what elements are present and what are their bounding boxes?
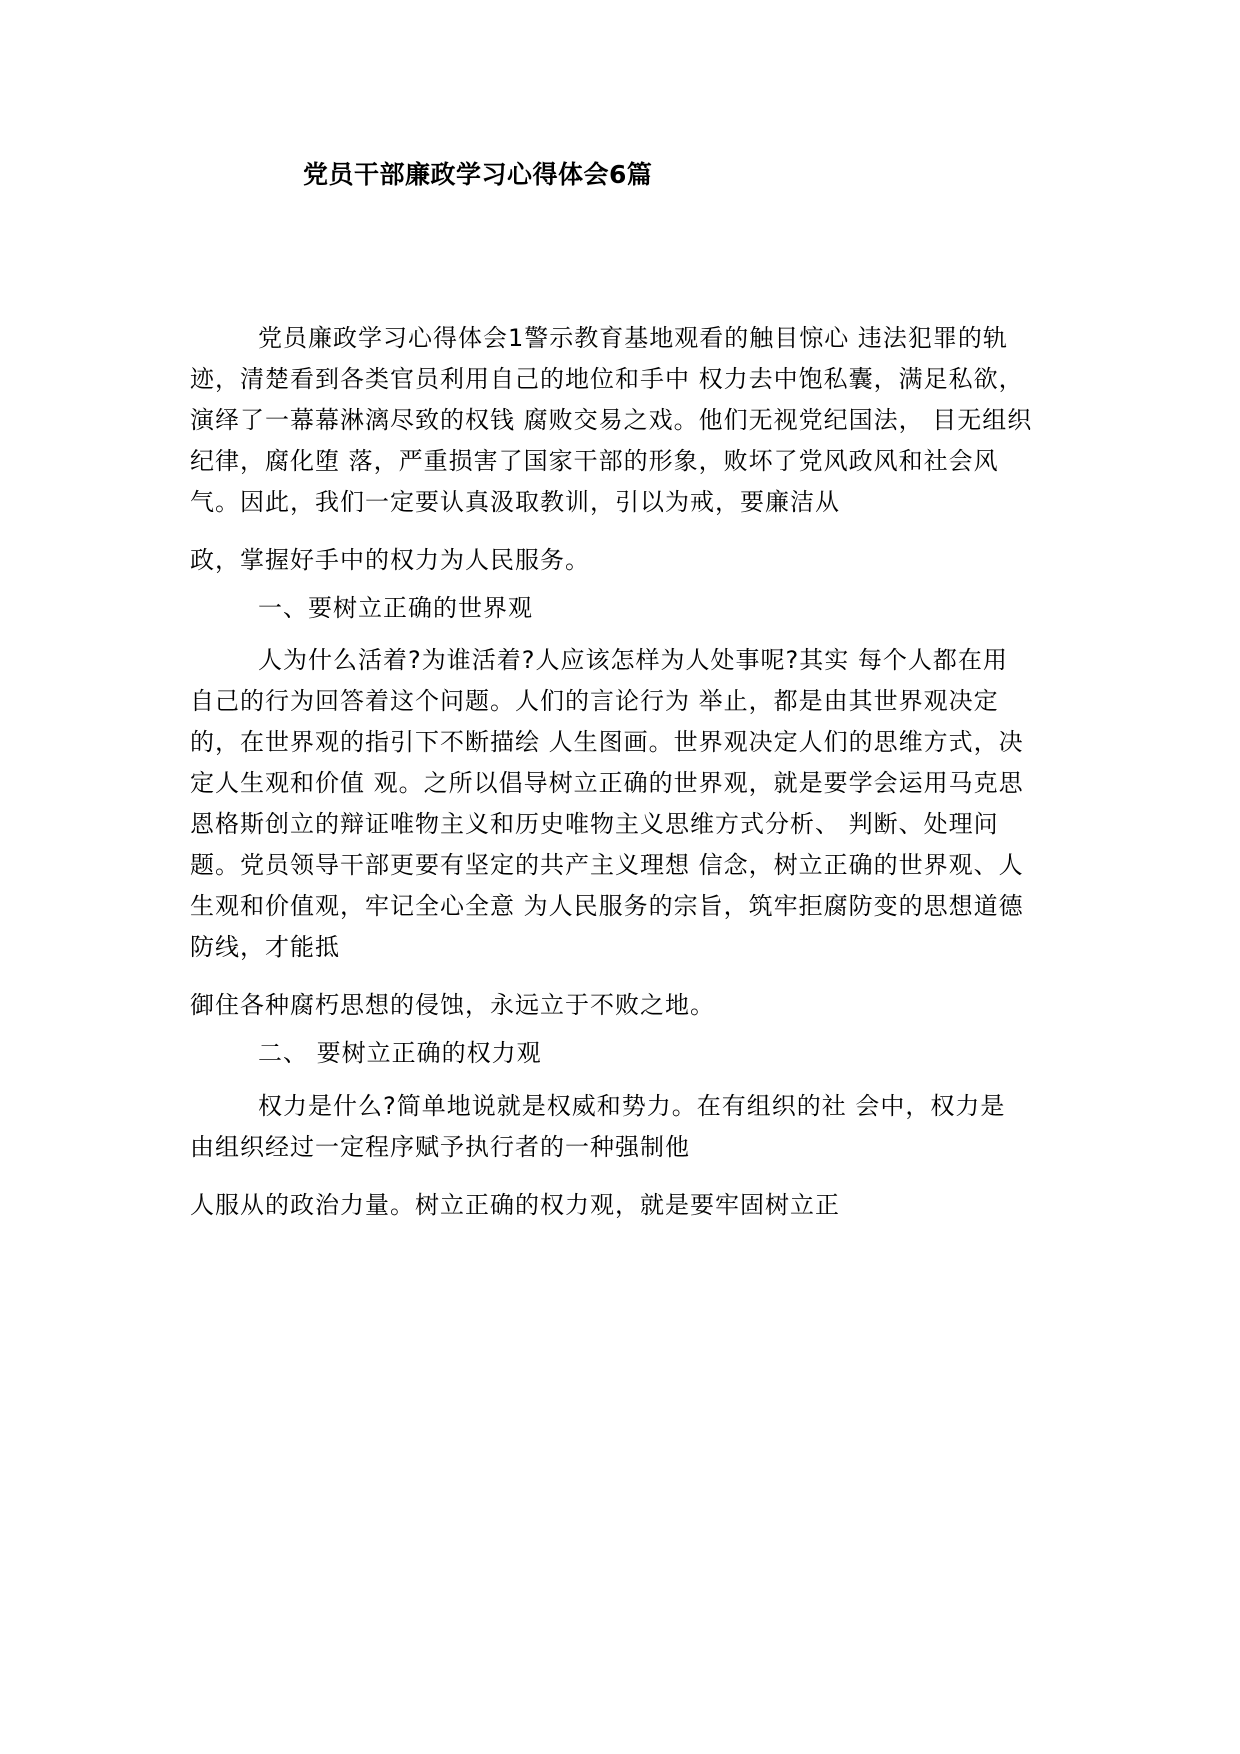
paragraph-line: 党员廉政学习心得体会1警示教育基地观看的触目惊心 违法犯罪的轨 — [258, 324, 1008, 352]
paragraph-line: 恩格斯创立的辩证唯物主义和历史唯物主义思维方式分析、 判断、处理问 — [190, 810, 999, 838]
section-heading: 一、要树立正确的世界观 — [258, 594, 533, 622]
paragraph-line: 的，在世界观的指引下不断描绘 人生图画。世界观决定人们的思维方式，决 — [190, 728, 1024, 756]
paragraph-line: 定人生观和价值 观。之所以倡导树立正确的世界观，就是要学会运用马克思 — [190, 769, 1024, 797]
section-heading: 二、 要树立正确的权力观 — [258, 1039, 542, 1067]
paragraph-line: 生观和价值观，牢记全心全意 为人民服务的宗旨，筑牢拒腐防变的思想道德 — [190, 892, 1024, 920]
paragraph-line: 人服从的政治力量。树立正确的权力观，就是要牢固树立正 — [190, 1191, 840, 1219]
paragraph-line: 气。因此，我们一定要认真汲取教训，引以为戒，要廉洁从 — [190, 488, 840, 516]
paragraph-line: 人为什么活着?为谁活着?人应该怎样为人处事呢?其实 每个人都在用 — [258, 646, 1008, 674]
paragraph-line: 权力是什么?简单地说就是权威和势力。在有组织的社 会中，权力是 — [258, 1092, 1006, 1120]
paragraph-line: 迹，清楚看到各类官员利用自己的地位和手中 权力去中饱私囊，满足私欲， — [190, 365, 1024, 393]
paragraph-line: 政，掌握好手中的权力为人民服务。 — [190, 546, 590, 574]
paragraph-line: 防线，才能抵 — [190, 933, 340, 961]
paragraph-line: 由组织经过一定程序赋予执行者的一种强制他 — [190, 1133, 690, 1161]
paragraph-line: 纪律，腐化堕 落，严重损害了国家干部的形象，败坏了党风政风和社会风 — [190, 447, 999, 475]
paragraph-line: 演绎了一幕幕淋漓尽致的权钱 腐败交易之戏。他们无视党纪国法， 目无组织 — [190, 406, 1033, 434]
paragraph-line: 题。党员领导干部更要有坚定的共产主义理想 信念，树立正确的世界观、人 — [190, 851, 1024, 879]
document-title: 党员干部廉政学习心得体会6篇 — [303, 160, 653, 189]
paragraph-line: 自己的行为回答着这个问题。人们的言论行为 举止，都是由其世界观决定 — [190, 687, 999, 715]
paragraph-line: 御住各种腐朽思想的侵蚀，永远立于不败之地。 — [190, 991, 715, 1019]
